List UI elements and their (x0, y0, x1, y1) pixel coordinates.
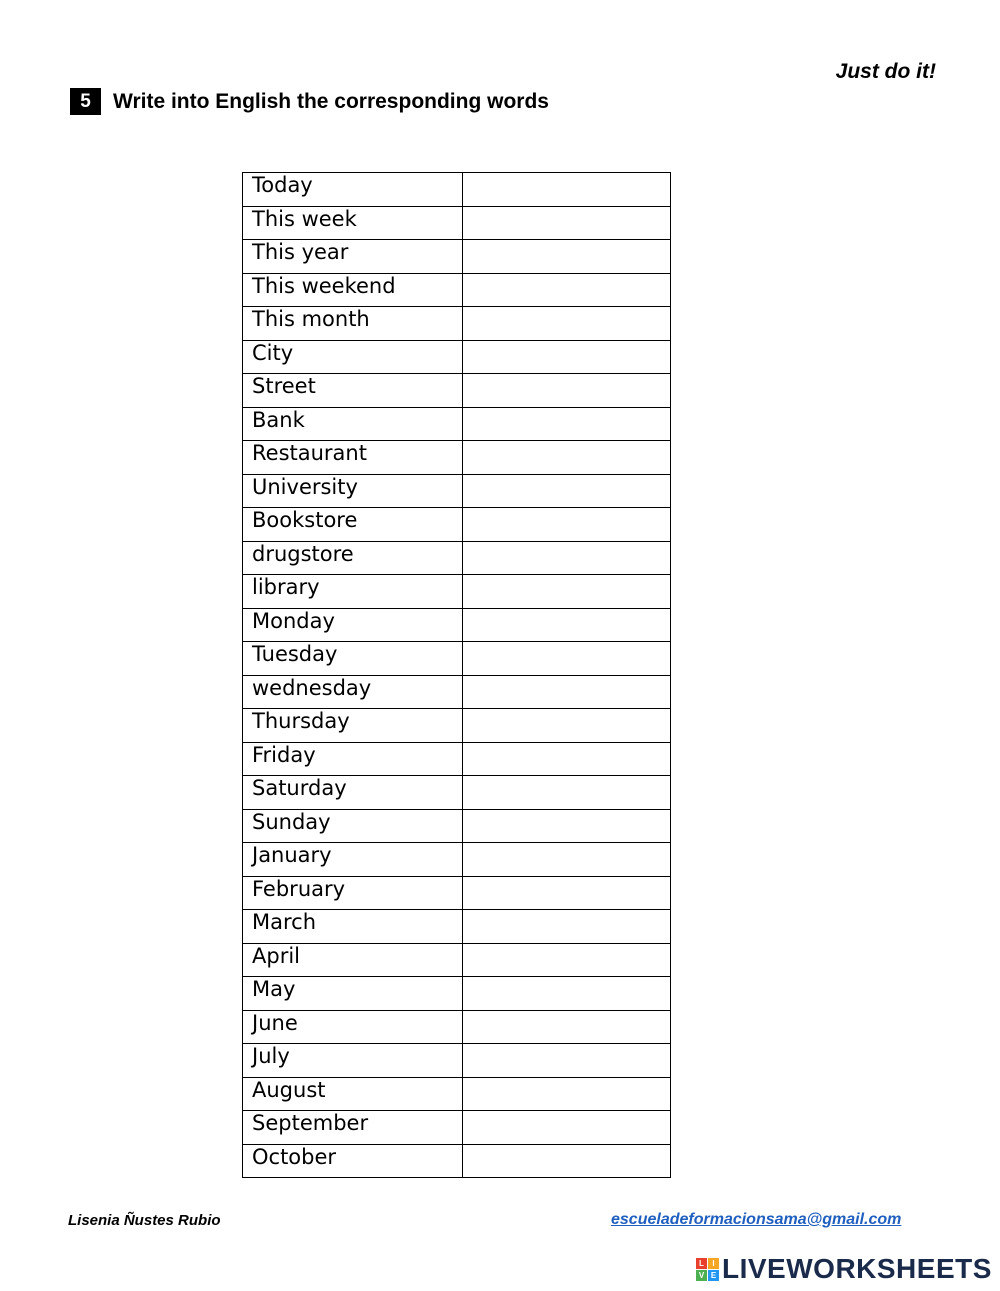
table-row (243, 307, 671, 341)
logo-tile: I (708, 1258, 719, 1269)
answer-input-cell[interactable] (463, 1111, 671, 1145)
spanish-word-cell: February (243, 876, 463, 910)
table-row (243, 441, 671, 475)
spanish-word-cell: Friday (243, 742, 463, 776)
table-row (243, 843, 671, 877)
answer-input-cell[interactable] (463, 1044, 671, 1078)
table-row (243, 541, 671, 575)
table-row (243, 474, 671, 508)
spanish-word-cell: Street (243, 374, 463, 408)
spanish-word-cell: University (243, 474, 463, 508)
spanish-word-cell: Bank (243, 407, 463, 441)
table-row (243, 709, 671, 743)
answer-input-cell[interactable] (463, 1077, 671, 1111)
table-row (243, 910, 671, 944)
liveworksheets-logo-icon (696, 1258, 719, 1281)
answer-input-cell[interactable] (463, 575, 671, 609)
answer-input-cell[interactable] (463, 742, 671, 776)
author-name: Lisenia Ñustes Rubio (68, 1212, 221, 1229)
spanish-word-cell: March (243, 910, 463, 944)
table-row (243, 809, 671, 843)
answer-input-cell[interactable] (463, 206, 671, 240)
answer-input-cell[interactable] (463, 675, 671, 709)
answer-input-cell[interactable] (463, 340, 671, 374)
email-link[interactable]: escueladeformacionsama@gmail.com (611, 1211, 902, 1228)
answer-input-cell[interactable] (463, 541, 671, 575)
spanish-word-cell: This month (243, 307, 463, 341)
spanish-word-cell: July (243, 1044, 463, 1078)
answer-input-cell[interactable] (463, 407, 671, 441)
answer-input-cell[interactable] (463, 273, 671, 307)
spanish-word-cell: April (243, 943, 463, 977)
answer-input-cell[interactable] (463, 977, 671, 1011)
spanish-word-cell: May (243, 977, 463, 1011)
answer-input-cell[interactable] (463, 843, 671, 877)
table-row (243, 1044, 671, 1078)
spanish-word-cell: Sunday (243, 809, 463, 843)
spanish-word-cell: Thursday (243, 709, 463, 743)
spanish-word-cell: August (243, 1077, 463, 1111)
table-row (243, 206, 671, 240)
spanish-word-cell: Monday (243, 608, 463, 642)
table-row (243, 943, 671, 977)
table-row (243, 1077, 671, 1111)
table-row (243, 173, 671, 207)
spanish-word-cell: Saturday (243, 776, 463, 810)
spanish-word-cell: Restaurant (243, 441, 463, 475)
table-row (243, 675, 671, 709)
table-row (243, 608, 671, 642)
exercise-instruction: Write into English the corresponding words (113, 89, 549, 113)
table-row (243, 1010, 671, 1044)
table-row (243, 977, 671, 1011)
spanish-word-cell: drugstore (243, 541, 463, 575)
answer-input-cell[interactable] (463, 910, 671, 944)
table-row (243, 742, 671, 776)
spanish-word-cell: January (243, 843, 463, 877)
table-row (243, 1111, 671, 1145)
table-row (243, 575, 671, 609)
spanish-word-cell: library (243, 575, 463, 609)
answer-input-cell[interactable] (463, 240, 671, 274)
answer-input-cell[interactable] (463, 307, 671, 341)
answer-input-cell[interactable] (463, 642, 671, 676)
answer-input-cell[interactable] (463, 809, 671, 843)
table-row (243, 876, 671, 910)
table-row (243, 642, 671, 676)
spanish-word-cell: Tuesday (243, 642, 463, 676)
spanish-word-cell: Today (243, 173, 463, 207)
vocabulary-table (242, 172, 671, 1178)
table-row (243, 1144, 671, 1178)
table-row (243, 340, 671, 374)
table-row (243, 407, 671, 441)
logo-tile: L (696, 1258, 707, 1269)
answer-input-cell[interactable] (463, 608, 671, 642)
spanish-word-cell: Bookstore (243, 508, 463, 542)
table-row (243, 508, 671, 542)
brand-logo (696, 1253, 992, 1285)
answer-input-cell[interactable] (463, 508, 671, 542)
answer-input-cell[interactable] (463, 173, 671, 207)
answer-input-cell[interactable] (463, 709, 671, 743)
spanish-word-cell: This year (243, 240, 463, 274)
table-row (243, 776, 671, 810)
spanish-word-cell: City (243, 340, 463, 374)
table-row (243, 240, 671, 274)
answer-input-cell[interactable] (463, 441, 671, 475)
exercise-heading (70, 88, 549, 115)
answer-input-cell[interactable] (463, 776, 671, 810)
logo-tile: V (696, 1270, 707, 1281)
table-row (243, 374, 671, 408)
brand-name: LIVEWORKSHEETS (722, 1253, 992, 1284)
answer-input-cell[interactable] (463, 943, 671, 977)
answer-input-cell[interactable] (463, 1144, 671, 1178)
spanish-word-cell: October (243, 1144, 463, 1178)
spanish-word-cell: June (243, 1010, 463, 1044)
task-number-badge: 5 (70, 88, 101, 115)
answer-input-cell[interactable] (463, 876, 671, 910)
spanish-word-cell: September (243, 1111, 463, 1145)
logo-tile: E (708, 1270, 719, 1281)
answer-input-cell[interactable] (463, 1010, 671, 1044)
answer-input-cell[interactable] (463, 374, 671, 408)
slogan: Just do it! (835, 60, 936, 83)
table-row (243, 273, 671, 307)
answer-input-cell[interactable] (463, 474, 671, 508)
spanish-word-cell: This week (243, 206, 463, 240)
spanish-word-cell: wednesday (243, 675, 463, 709)
spanish-word-cell: This weekend (243, 273, 463, 307)
